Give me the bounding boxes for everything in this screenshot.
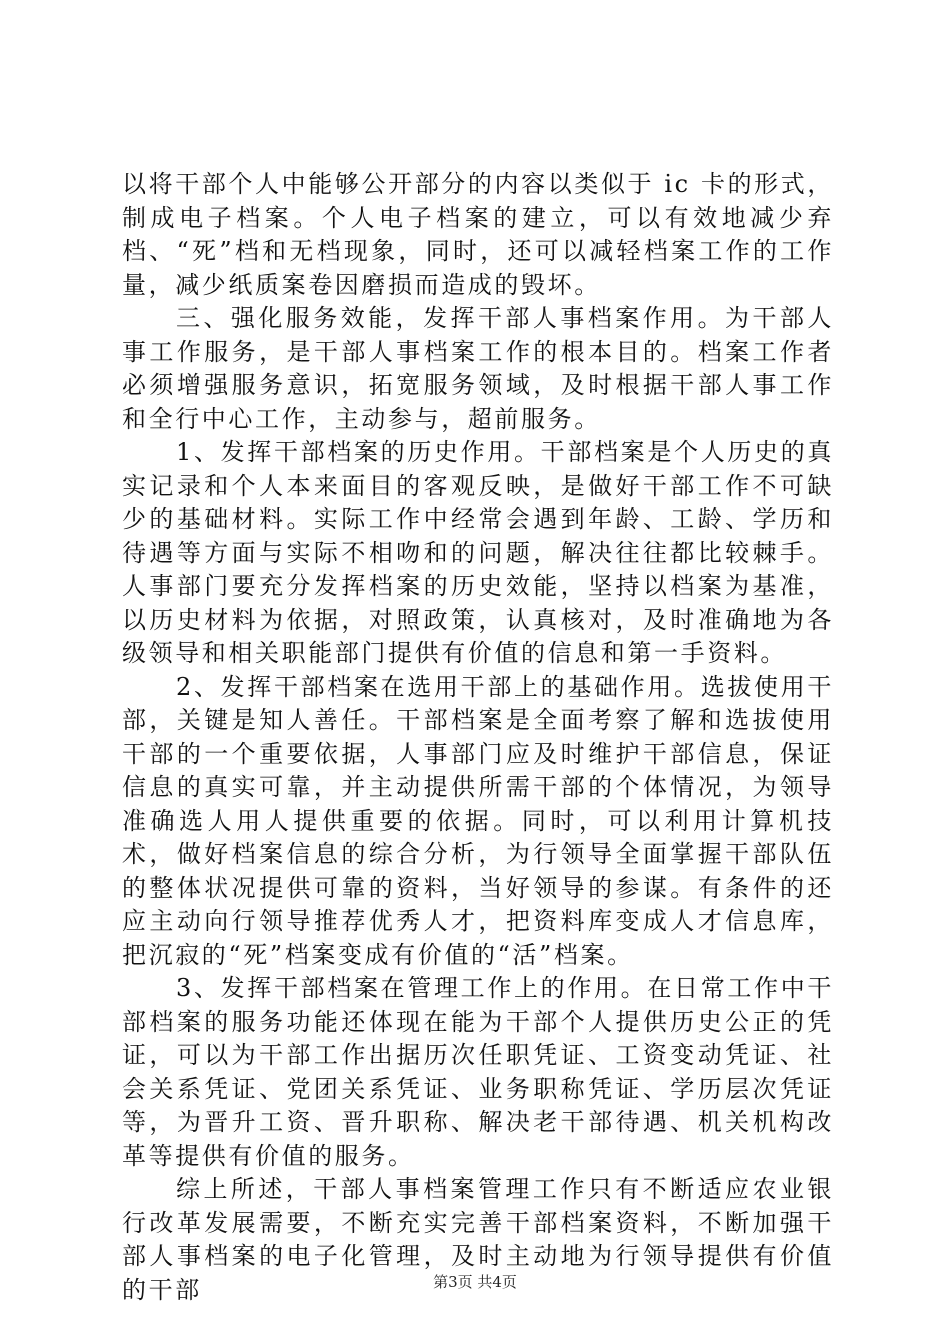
paragraph-continuation: 以将干部个人中能够公开部分的内容以类似于 ic 卡的形式，制成电子档案。个人电子档案的建立，可以有效地减少弃档、“死”档和无档现象，同时，还可以减轻档案工作的工作量，减少纸质案卷因磨损而造成的毁坏。	[122, 170, 834, 299]
paragraph-summary: 综上所述，干部人事档案管理工作只有不断适应农业银行改革发展需要，不断充实完善干部档案资料，不断加强干部人事档案的电子化管理，及时主动地为行领导提供有价值的干部	[122, 1175, 834, 1304]
document-body	[122, 168, 834, 1307]
page-number-footer: 第3页 共4页	[433, 1273, 517, 1291]
paragraph-item-1: 1、发挥干部档案的历史作用。干部档案是个人历史的真实记录和个人本来面目的客观反映，是做好干部工作不可缺少的基础材料。实际工作中经常会遇到年龄、工龄、学历和待遇等方面与实际不相吻和的问题，解决往往都比较棘手。人事部门要充分发挥档案的历史效能，坚持以档案为基准，以历史材料为依据，对照政策，认真核对，及时准确地为各级领导和相关职能部门提供有价值的信息和第一手资料。	[122, 438, 834, 667]
paragraph-section-three: 三、强化服务效能，发挥干部人事档案作用。为干部人事工作服务，是干部人事档案工作的根本目的。档案工作者必须增强服务意识，拓宽服务领域，及时根据干部人事工作和全行中心工作，主动参与，超前服务。	[122, 304, 834, 433]
paragraph-item-3: 3、发挥干部档案在管理工作上的作用。在日常工作中干部档案的服务功能还体现在能为干部个人提供历史公正的凭证，可以为干部工作出据历次任职凭证、工资变动凭证、社会关系凭证、党团关系凭证、业务职称凭证、学历层次凭证等，为晋升工资、晋升职称、解决老干部待遇、机关机构改革等提供有价值的服务。	[122, 974, 834, 1170]
paragraph-item-2: 2、发挥干部档案在选用干部上的基础作用。选拔使用干部，关键是知人善任。干部档案是全面考察了解和选拔使用干部的一个重要依据，人事部门应及时维护干部信息，保证信息的真实可靠，并主动提供所需干部的个体情况，为领导准确选人用人提供重要的依据。同时，可以利用计算机技术，做好档案信息的综合分析，为行领导全面掌握干部队伍的整体状况提供可靠的资料，当好领导的参谋。有条件的还应主动向行领导推荐优秀人才，把资料库变成人才信息库，把沉寂的“死”档案变成有价值的“活”档案。	[122, 672, 834, 969]
